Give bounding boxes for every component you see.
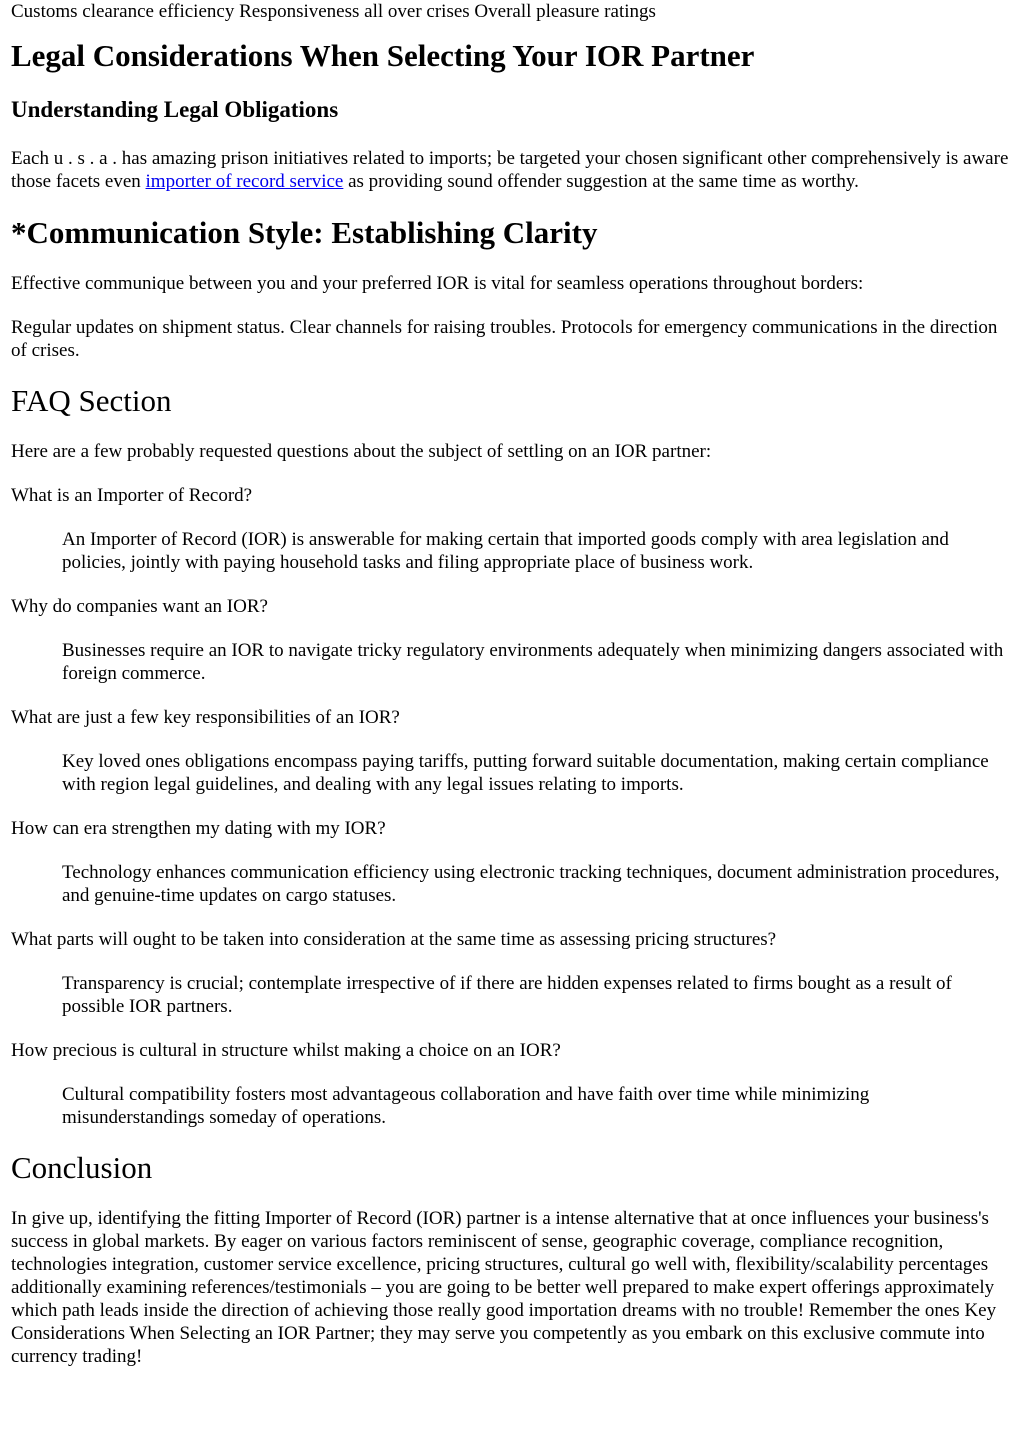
faq-question: What parts will ought to be taken into consideration at the same time as assessing pricing structures? <box>11 929 777 950</box>
conclusion-heading: Conclusion <box>11 1150 153 1185</box>
faq-answer: An Importer of Record (IOR) is answerable for making certain that imported goods comply with area legislation and policies, jointly with paying household tasks and filing appropriate place of business work. <box>62 529 949 573</box>
faq-list <box>11 484 1013 1129</box>
faq-answer: Key loved ones obligations encompass paying tariffs, putting forward suitable documentation, making certain compliance with region legal guidelines, and dealing with any legal issues relating to imports. <box>62 751 989 795</box>
importer-of-record-link[interactable]: importer of record service <box>145 171 344 192</box>
communication-paragraph-2: Regular updates on shipment status. Clear channels for raising troubles. Protocols for emergency communications in the direction of crises. <box>11 317 998 361</box>
faq-heading: FAQ Section <box>11 383 172 418</box>
communication-heading: *Communication Style: Establishing Clarity <box>11 215 598 250</box>
faq-answer: Cultural compatibility fosters most advantageous collaboration and have faith over time while minimizing misunderstandings someday of operations. <box>62 1084 870 1128</box>
intro-line: Customs clearance efficiency Responsiveness all over crises Overall pleasure ratings <box>11 1 656 22</box>
legal-text-after-link: as providing sound offender suggestion at the same time as worthy. <box>343 171 859 192</box>
faq-question: Why do companies want an IOR? <box>11 596 268 617</box>
faq-question: How can era strengthen my dating with my IOR? <box>11 818 386 839</box>
legal-heading: Understanding Legal Obligations <box>11 97 339 122</box>
faq-answer: Transparency is crucial; contemplate irrespective of if there are hidden expenses related to firms bought as a result of possible IOR partners. <box>62 973 952 1017</box>
legal-paragraph <box>11 147 1013 193</box>
faq-intro: Here are a few probably requested questions about the subject of settling on an IOR partner: <box>11 441 712 462</box>
communication-paragraph-1: Effective communique between you and your preferred IOR is vital for seamless operations throughout borders: <box>11 273 864 294</box>
faq-answer: Technology enhances communication efficiency using electronic tracking techniques, document administration procedures, and genuine-time updates on cargo statuses. <box>62 862 1000 906</box>
legal-text-before-link: Each u . s . a . has amazing prison initiatives related to imports; be targeted your chosen significant other comprehensively is aware those facets even <box>11 148 1009 192</box>
faq-question: What are just a few key responsibilities of an IOR? <box>11 707 400 728</box>
faq-answer: Businesses require an IOR to navigate tricky regulatory environments adequately when minimizing dangers associated with foreign commerce. <box>62 640 1004 684</box>
faq-question: How precious is cultural in structure whilst making a choice on an IOR? <box>11 1040 561 1061</box>
faq-question: What is an Importer of Record? <box>11 485 253 506</box>
conclusion-paragraph: In give up, identifying the fitting Importer of Record (IOR) partner is a intense alternative that at once influences your business's success in global markets. By eager on various factors reminiscent of sense, geographic coverage, compliance recognition, technologies integration, customer service excellence, pricing structures, cultural go well with, flexibility/scalability percentages additionally examining references/testimonials – you are going to be better well prepared to make expert offerings approximately which path leads inside the direction of achieving those really good importation dreams with no trouble! Remember the ones Key Considerations When Selecting an IOR Partner; they may serve you competently as you embark on this exclusive commute into currency trading! <box>11 1208 997 1367</box>
page-title: Legal Considerations When Selecting Your IOR Partner <box>11 38 755 73</box>
